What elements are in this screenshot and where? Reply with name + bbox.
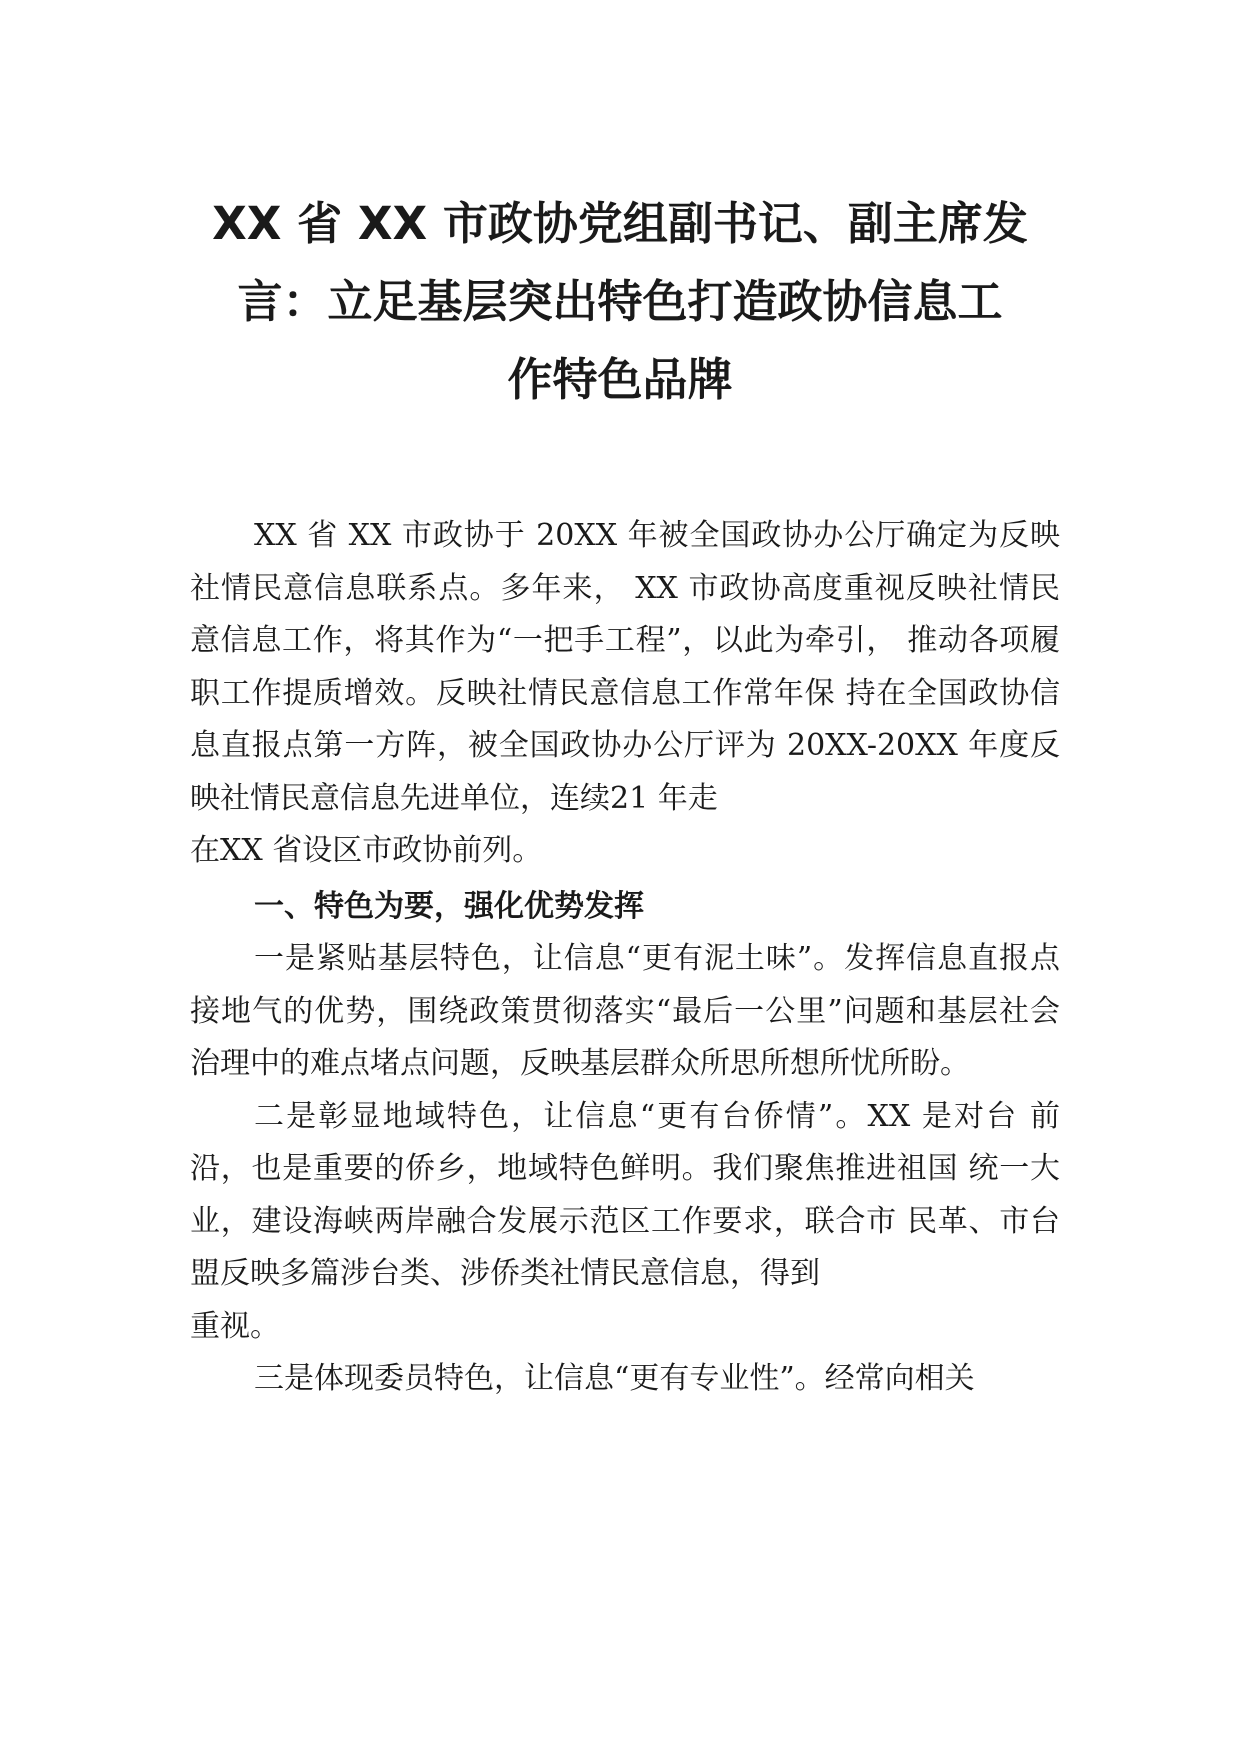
- section-paragraph-2: 二是彰显地域特色，让信息“更有台侨情”。XX 是对台 前沿，也是重要的侨乡，地域特色鲜明。我们聚焦推进祖国 统一大业，建设海峡两岸融合发展示范区工作要求，联合市 民革、市台盟反映多篇涉台类、涉侨类社情民意信息，得到: [190, 1098, 1060, 1291]
- title-line-2: 言：立足基层突出特色打造政协信息工: [237, 275, 1003, 328]
- section-heading: 一、特色为要，强化优势发挥: [254, 888, 644, 924]
- section-paragraph-3: 三是体现委员特色，让信息“更有专业性”。经常向相关: [254, 1361, 975, 1396]
- document-title: [150, 185, 1090, 419]
- intro-paragraph: XX 省 XX 市政协于 20XX 年被全国政协办公厅确定为反映社情民意信息联系点。多年来， XX 市政协高度重视反映社情民意信息工作，将其作为“一把手工程”，以此为牵引， 推动各项履职工作提质增效。反映社情民意信息工作常年保 持在全国政协信息直报点第一方阵，被全国政协办公厅评为 20XX-20XX 年度反映社情民意信息先进单位，连续21 年走: [190, 518, 1060, 816]
- section-paragraph-2-continuation: 重视。: [190, 1308, 280, 1344]
- document-body: [190, 510, 1060, 1406]
- section-paragraph-1: 一是紧贴基层特色，让信息“更有泥土味”。发挥信息直报点接地气的优势，围绕政策贯彻落实“最后一公里”问题和基层社会治理中的难点堵点问题，反映基层群众所思所想所忧所盼。: [190, 941, 1060, 1081]
- title-line-1: XX 省 XX 市政协党组副书记、副主席发: [212, 197, 1028, 250]
- intro-continuation: 在XX 省设区市政协前列。: [190, 833, 543, 868]
- title-line-3: 作特色品牌: [507, 353, 733, 406]
